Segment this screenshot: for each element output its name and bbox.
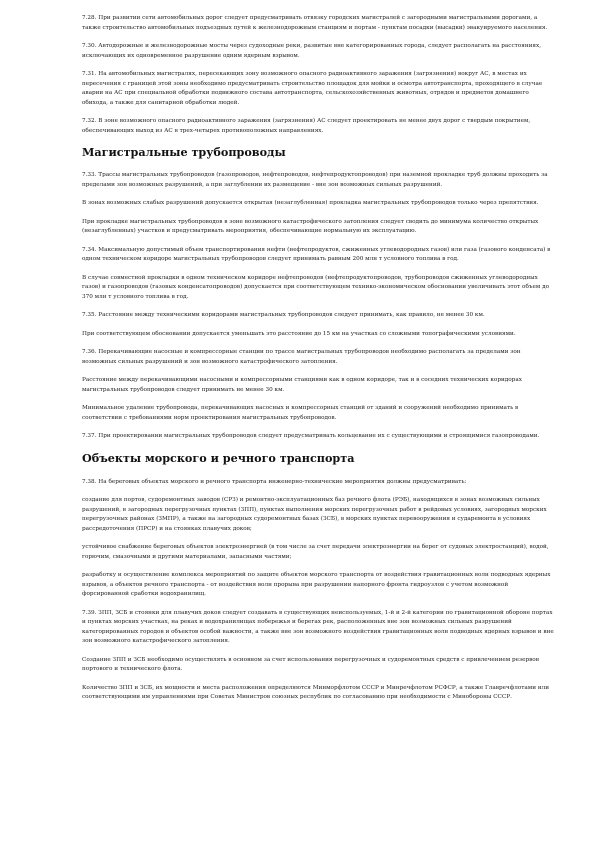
paragraph-7-31: 7.31. На автомобильных магистралях, пересекающих зону возможного опасного радиоактивного заражения (загрязнения) вокруг АС, в местах их пересечения с границей этой зоны необходимо предусматривать строительство площадок для мойки и осмотра автотранспорта, проходящего в случае аварии на АС при специальной обработки подвижного состава автотранспорта, сельскохозяйственных животных, отрядов и предметов домашнего обихода, а также для санитарной обработки людей. — [82, 71, 543, 106]
section-heading-pipelines: Магистральные трубопроводы — [82, 145, 286, 159]
paragraph-power-supply: устойчивое снабжение береговых объектов электроэнергией (в том числе за счет передачи электроэнергии на берег от судовых электростанций), водой, горючим, смазочными и другими материалами, запасными частями; — [82, 544, 549, 560]
paragraph-zpp-zsb-count: Количество ЗПП и ЗСБ, их мощности и места расположения определяются Минморфлотом СССР и Минречфлотом РСФСР, а также Главречфлотами или соответствующими им управлениями при Советах Министров союзных республик по согласованию при необходимости с Минобороны СССР. — [82, 684, 550, 700]
paragraph-station-distance: Расстояние между перекачивающими насосными и компрессорными станциями как в одном коридоре, так и в соседних технических коридорах магистральных трубопроводов следует принимать не менее 30 км. — [82, 377, 522, 393]
paragraph-7-34: 7.34. Максимальную допустимый объем транспортирования нефти (нефтепродуктов, сжиженных углеводородных газов) или газа (газового конденсата) в одном техническом коридоре магистральных трубопроводов следует принимать равным 200 млн т условного топлива в год. — [82, 246, 551, 262]
paragraph-7-36: 7.36. Перекачивающие насосные и компрессорные станции по трассе магистральных трубопроводов необходимо располагать за пределами зон возможных сильных разрушений и зон возможного катастрофического затопления. — [82, 349, 521, 365]
paragraph-flood-zone: При прокладке магистральных трубопроводов в зоне возможного катастрофического затопления следует сводить до минимума количество открытых (незаглубленных) участков и предусматривать мероприятия, обеспечивающие нормальную их эксплуатацию. — [82, 218, 539, 234]
paragraph-7-37: 7.37. При проектировании магистральных трубопроводов следует предусматривать кольцевание их с существующими и строящимися газопроводами. — [82, 433, 540, 439]
paragraph-distance-reduction: При соответствующем обосновании допускается уменьшать это расстояние до 15 км на участках со сложными топографическими условиями. — [82, 330, 516, 337]
paragraph-7-35: 7.35. Расстояние между техническими коридорами магистральных трубопроводов следует принимать, как правило, не менее 30 км. — [82, 312, 485, 318]
paragraph-7-39: 7.39. ЗПП, ЗСБ и стоянки для плавучих доков следует создавать в существующих неиспользуемых, 1-й и 2-й категории по гравитационной обороне портах и пунктах морских участках, на реках и водохранилищах побережья и берегах рек, расположенных вне зон возможных сильных разрушений категорированных городов и объектов особой важности, а также вне зон возможного воздействия гравитационных волн подводных ядерных взрывов и вне зон возможного катастрофического затопления. — [82, 609, 554, 644]
paragraph-7-30: 7.30. Автодорожные и железнодорожные мосты через судоходные реки, развитые вне категорированных города, следует располагать на расстояниях, исключающих их одновременное разрушение одним ядерным взрывом. — [82, 43, 542, 59]
paragraph-7-32: 7.32. В зоне возможного опасного радиоактивного заражения (загрязнения) АС следует проектировать не менее двух дорог с твердым покрытием, обеспечивающих выход из АС в трех-четырех противоположных направлениях. — [82, 118, 531, 134]
paragraph-7-33: 7.33. Трассы магистральных трубопроводов (газопроводов, нефтепроводов, нефтепродуктопроводов) при наземной прокладке труб должны проходить за пределами зон возможных разрушений, а при заглублении их размещение - вне зон возможных сильных разрушений. — [82, 172, 548, 188]
paragraph-7-38: 7.38. На береговых объектах морского и речного транспорта инженерно-технические мероприятия должны предусматривать: — [82, 478, 467, 485]
paragraph-joint-laying: В случае совместной прокладки в одном техническом коридоре нефтепроводов (нефтепродуктопроводов, трубопроводов сжиженных углеводородных газов) и газопроводов (газовых конденсатопроводов) допускается при соответствующем технико-экономическом обосновании увеличивать этот объем до 370 млн т условного топлива в год. — [82, 274, 550, 300]
paragraph-7-28: 7.28. При развитии сети автомобильных дорог следует предусматривать отвязку городских магистралей с загородными магистральными дорогами, а также строительство автомобильных подъездных путей к железнодорожным станциям и портам - пунктам посадки (высадки) эвакуируемого населения. — [82, 15, 548, 31]
paragraph-weak-destruction: В зонах возможных слабых разрушений допускается открытая (незаглубленная) прокладка магистральных трубопроводов только через препятствия. — [82, 200, 539, 206]
paragraph-zpp-zsb-creation: Создание ЗПП и ЗСБ необходимо осуществлять в основном за счет использования перегрузочных и судоремонтных средств с привлечением резервов портового и технического флота. — [82, 656, 539, 672]
paragraph-wave-protection: разработку и осуществление комплекса мероприятий по защите объектов морского транспорта от воздействия гравитационных волн подводных ядерных взрывов, а объектов речного транспорта - от воздействия волн прорыва при разрушении напорного фронта гидроузлов с учетом возможной форсированной сработки водохранилищ. — [82, 572, 551, 597]
section-heading-transport: Объекты морского и речного транспорта — [82, 450, 355, 465]
paragraph-minimum-removal: Минимальное удаление трубопровода, перекачивающих насосных и компрессорных станций от зданий и сооружений необходимо принимать в соответствии с требованиями норм проектирования магистральных трубопроводов. — [82, 405, 519, 421]
paragraph-creation-zpp: создание для портов, судоремонтных заводов (СРЗ) и ремонтно-эксплуатационных баз речного флота (РЭБ), находящихся в зонах возможных сильных разрушений, в загородных перегрузочных пунктах (ЗПП), пунктах выполнения морских перегрузочных работ в рейдовых условиях, загородных морских перегрузочных районах (ЗМПР), а также на загородных судоремонтных базах (ЗСБ), в морских пунктах перевооружения и сударемонта в условиях рассредоточения (ПРСР) и на стоянках плавучих доков; — [82, 497, 547, 532]
